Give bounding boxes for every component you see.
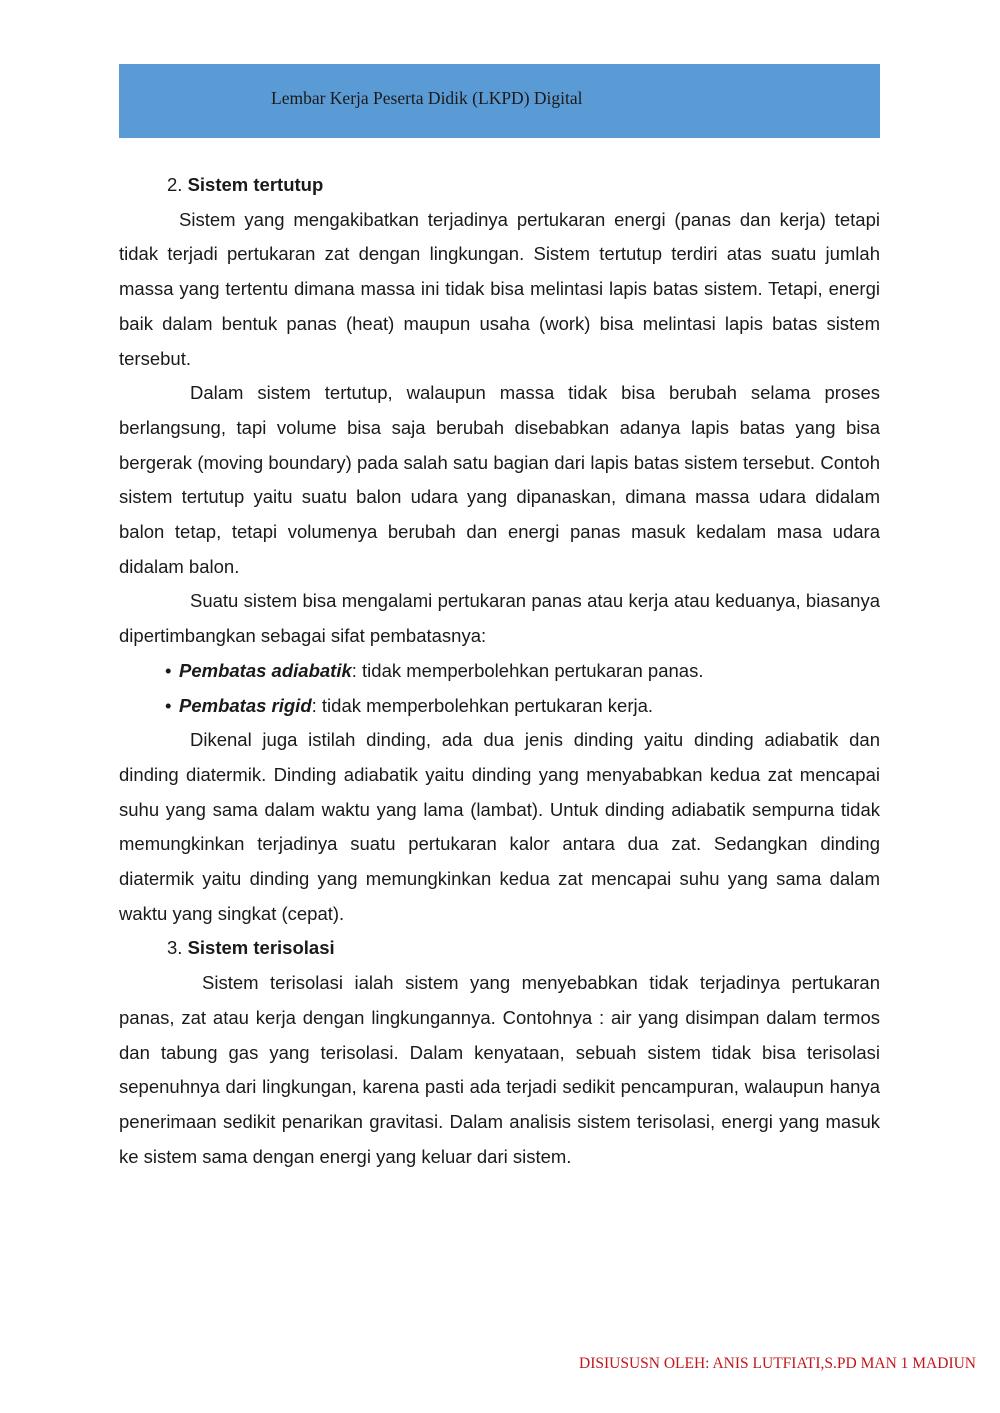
paragraph: Sistem yang mengakibatkan terjadinya pertukaran energi (panas dan kerja) tetapi tidak terjadi pertukaran zat dengan lingkungan. Sistem tertutup terdiri atas suatu jumlah massa yang tertentu dimana massa ini tidak bisa melintasi lapis batas sistem. Tetapi, energi baik dalam bentuk panas (heat) maupun usaha (work) bisa melintasi lapis batas sistem tersebut. bbox=[119, 208, 880, 369]
list-item-text: : tidak memperbolehkan pertukaran kerja. bbox=[311, 694, 654, 716]
section-heading-closed-system bbox=[119, 168, 880, 203]
footer-credit: DISIUSUSN OLEH: ANIS LUTFIATI,S.PD MAN 1 MADIUN bbox=[579, 1355, 976, 1372]
paragraph: Suatu sistem bisa mengalami pertukaran panas atau kerja atau keduanya, biasanya dipertimbangkan sebagai sifat pembatasnya: bbox=[119, 590, 880, 647]
section-number: 3. bbox=[167, 937, 183, 959]
paragraph: Sistem terisolasi ialah sistem yang menyebabkan tidak terjadinya pertukaran panas, zat atau kerja dengan lingkungannya. Contohnya : air yang disimpan dalam termos dan tabung gas yang terisolasi. Dalam kenyataan, sebuah sistem tidak bisa terisolasi sepenuhnya dari lingkungan, karena pasti ada terjadi sedikit pencampuran, walaupun hanya penerimaan sedikit penarikan gravitasi. Dalam analisis sistem terisolasi, energi yang masuk ke sistem sama dengan energi yang keluar dari sistem. bbox=[119, 972, 880, 1167]
paragraph: Dalam sistem tertutup, walaupun massa tidak bisa berubah selama proses berlangsung, tapi volume bisa saja berubah disebabkan adanya lapis batas yang bisa bergerak (moving boundary) pada salah satu bagian dari lapis batas sistem tersebut. Contoh sistem tertutup yaitu suatu balon udara yang dipanaskan, dimana massa udara didalam balon tetap, tetapi volumenya berubah dan energi panas masuk kedalam masa udara didalam balon. bbox=[119, 382, 880, 577]
bullet-icon: • bbox=[165, 659, 172, 681]
list-item-term: Pembatas rigid bbox=[179, 694, 312, 716]
list-item bbox=[165, 654, 880, 689]
list-item-term: Pembatas adiabatik bbox=[179, 659, 352, 681]
paragraph: Dikenal juga istilah dinding, ada dua jenis dinding yaitu dinding adiabatik dan dinding diatermik. Dinding adiabatik yaitu dinding yang menyababkan kedua zat mencapai suhu yang sama dalam waktu yang lama (lambat). Untuk dinding adiabatik sempurna tidak memungkinkan terjadinya suatu pertukaran kalor antara dua zat. Sedangkan dinding diatermik yaitu dinding yang memungkinkan kedua zat mencapai suhu yang sama dalam waktu yang singkat (cepat). bbox=[119, 729, 880, 924]
list-item-text: : tidak memperbolehkan pertukaran panas. bbox=[351, 659, 704, 681]
section-title: Sistem terisolasi bbox=[187, 937, 335, 959]
bullet-icon: • bbox=[165, 694, 172, 716]
header-banner bbox=[119, 64, 880, 138]
section-number: 2. bbox=[167, 174, 183, 195]
boundary-list bbox=[119, 654, 880, 723]
document-body bbox=[119, 168, 880, 1174]
section-heading-isolated-system bbox=[119, 931, 880, 966]
section-title: Sistem tertutup bbox=[187, 174, 324, 195]
list-item bbox=[165, 689, 880, 724]
header-title: Lembar Kerja Peserta Didik (LKPD) Digital bbox=[271, 88, 583, 108]
